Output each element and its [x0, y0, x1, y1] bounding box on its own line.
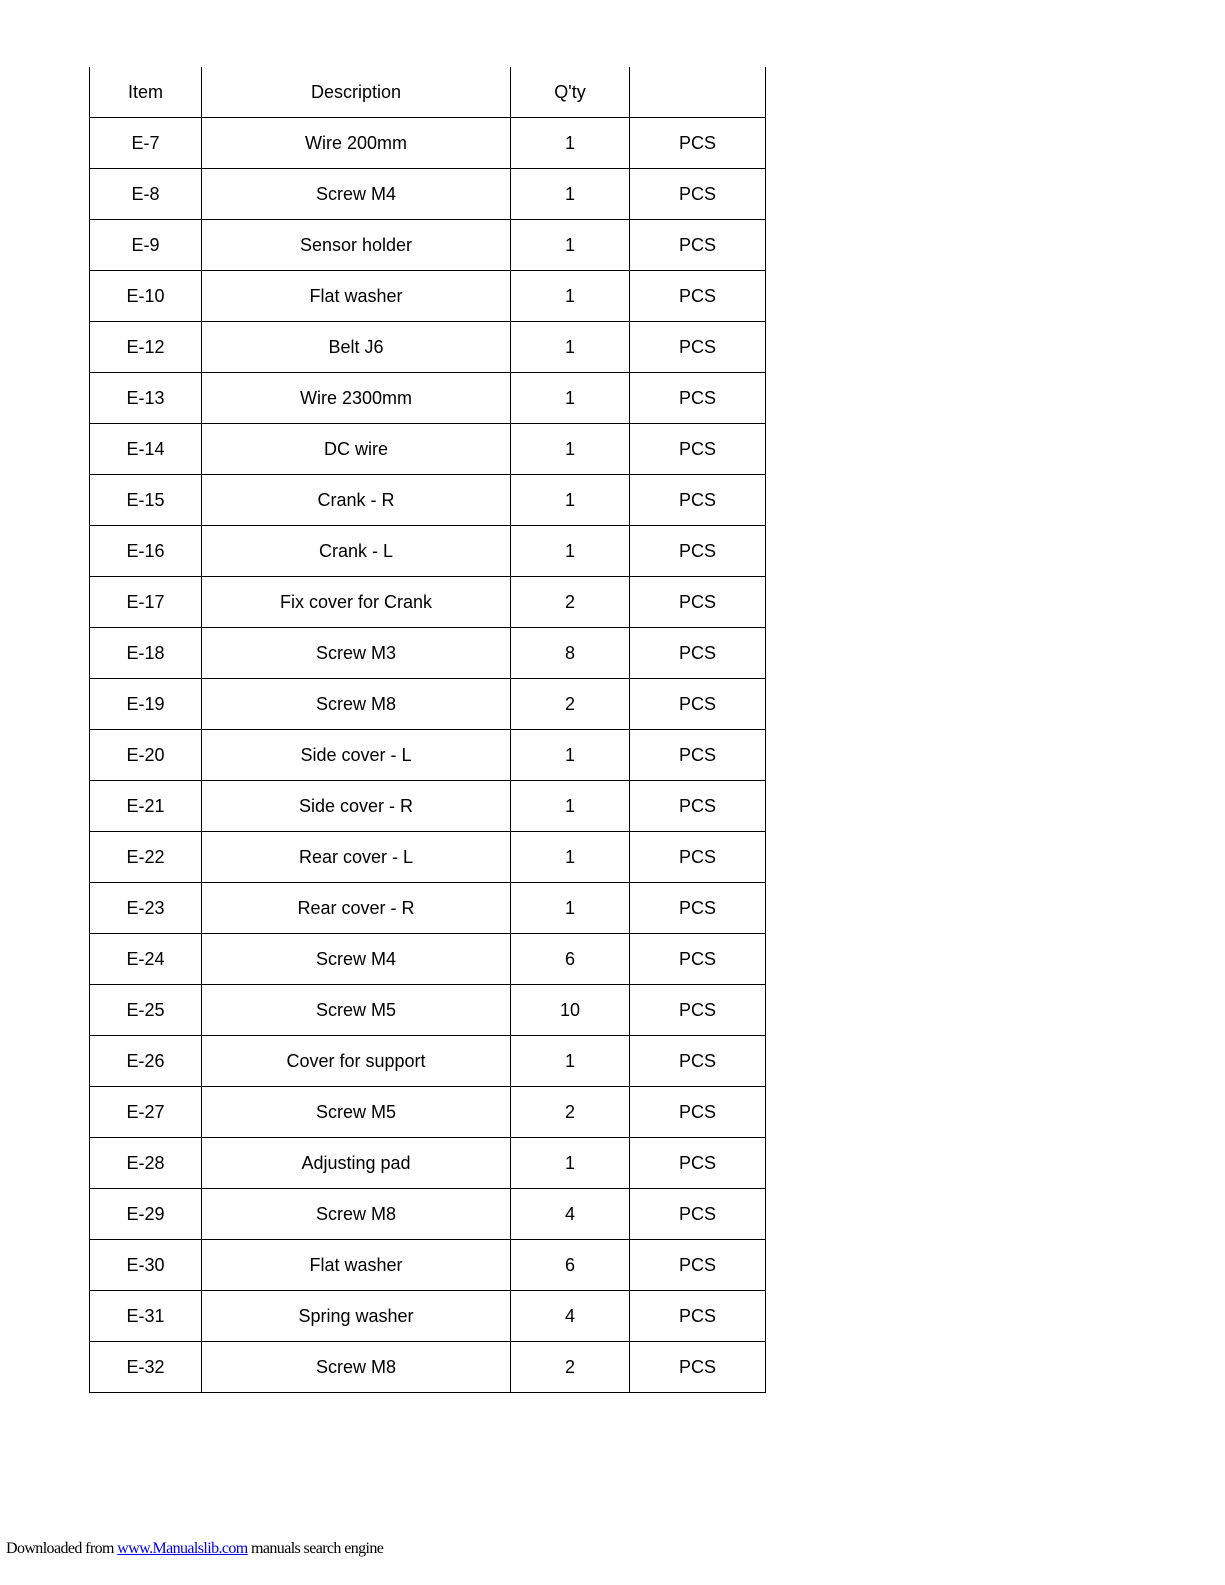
item-cell: E-17: [90, 577, 202, 628]
item-cell: E-31: [90, 1291, 202, 1342]
table-body: [90, 118, 766, 1393]
unit-cell: PCS: [630, 1087, 766, 1138]
table-row: [90, 934, 766, 985]
table-row: [90, 832, 766, 883]
unit-cell: PCS: [630, 475, 766, 526]
quantity-cell: 1: [511, 373, 630, 424]
header-quantity: Q'ty: [511, 67, 630, 118]
description-cell: Side cover - R: [202, 781, 511, 832]
item-cell: E-12: [90, 322, 202, 373]
table-row: [90, 475, 766, 526]
quantity-cell: 1: [511, 781, 630, 832]
quantity-cell: 1: [511, 730, 630, 781]
unit-cell: PCS: [630, 1189, 766, 1240]
table-row: [90, 271, 766, 322]
table-row: [90, 424, 766, 475]
table-row: [90, 730, 766, 781]
unit-cell: PCS: [630, 1342, 766, 1393]
item-cell: E-9: [90, 220, 202, 271]
quantity-cell: 4: [511, 1291, 630, 1342]
unit-cell: PCS: [630, 781, 766, 832]
table-row: [90, 1342, 766, 1393]
description-cell: Screw M8: [202, 1342, 511, 1393]
quantity-cell: 2: [511, 1087, 630, 1138]
description-cell: Screw M3: [202, 628, 511, 679]
quantity-cell: 1: [511, 424, 630, 475]
item-cell: E-13: [90, 373, 202, 424]
description-cell: Cover for support: [202, 1036, 511, 1087]
quantity-cell: 1: [511, 1036, 630, 1087]
item-cell: E-19: [90, 679, 202, 730]
quantity-cell: 2: [511, 1342, 630, 1393]
table-row: [90, 1240, 766, 1291]
table-row: [90, 118, 766, 169]
unit-cell: PCS: [630, 118, 766, 169]
unit-cell: PCS: [630, 1138, 766, 1189]
table-row: [90, 322, 766, 373]
item-cell: E-8: [90, 169, 202, 220]
footer-suffix: manuals search engine: [247, 1540, 384, 1557]
description-cell: Sensor holder: [202, 220, 511, 271]
table-row: [90, 628, 766, 679]
description-cell: Crank - R: [202, 475, 511, 526]
quantity-cell: 6: [511, 1240, 630, 1291]
quantity-cell: 2: [511, 577, 630, 628]
description-cell: Belt J6: [202, 322, 511, 373]
item-cell: E-21: [90, 781, 202, 832]
table-row: [90, 679, 766, 730]
description-cell: Screw M8: [202, 679, 511, 730]
item-cell: E-22: [90, 832, 202, 883]
table-header: [90, 67, 766, 118]
parts-list-table: [89, 67, 766, 1393]
unit-cell: PCS: [630, 220, 766, 271]
unit-cell: PCS: [630, 271, 766, 322]
item-cell: E-32: [90, 1342, 202, 1393]
item-cell: E-18: [90, 628, 202, 679]
quantity-cell: 1: [511, 1138, 630, 1189]
footer-prefix: Downloaded from: [6, 1540, 118, 1557]
quantity-cell: 4: [511, 1189, 630, 1240]
unit-cell: PCS: [630, 730, 766, 781]
unit-cell: PCS: [630, 424, 766, 475]
item-cell: E-10: [90, 271, 202, 322]
quantity-cell: 1: [511, 271, 630, 322]
item-cell: E-27: [90, 1087, 202, 1138]
item-cell: E-26: [90, 1036, 202, 1087]
unit-cell: PCS: [630, 526, 766, 577]
description-cell: Spring washer: [202, 1291, 511, 1342]
unit-cell: PCS: [630, 169, 766, 220]
item-cell: E-25: [90, 985, 202, 1036]
description-cell: Screw M4: [202, 934, 511, 985]
description-cell: Screw M4: [202, 169, 511, 220]
quantity-cell: 1: [511, 883, 630, 934]
unit-cell: PCS: [630, 1036, 766, 1087]
quantity-cell: 1: [511, 832, 630, 883]
table-row: [90, 781, 766, 832]
item-cell: E-23: [90, 883, 202, 934]
quantity-cell: 1: [511, 526, 630, 577]
description-cell: Wire 200mm: [202, 118, 511, 169]
description-cell: Rear cover - R: [202, 883, 511, 934]
table-row: [90, 985, 766, 1036]
unit-cell: PCS: [630, 985, 766, 1036]
item-cell: E-29: [90, 1189, 202, 1240]
unit-cell: PCS: [630, 373, 766, 424]
description-cell: Flat washer: [202, 1240, 511, 1291]
description-cell: Flat washer: [202, 271, 511, 322]
description-cell: Wire 2300mm: [202, 373, 511, 424]
table-row: [90, 373, 766, 424]
header-item: Item: [90, 67, 202, 118]
table-row: [90, 577, 766, 628]
table-row: [90, 1138, 766, 1189]
quantity-cell: 1: [511, 220, 630, 271]
item-cell: E-24: [90, 934, 202, 985]
unit-cell: PCS: [630, 934, 766, 985]
description-cell: Screw M5: [202, 1087, 511, 1138]
description-cell: Adjusting pad: [202, 1138, 511, 1189]
description-cell: Rear cover - L: [202, 832, 511, 883]
quantity-cell: 8: [511, 628, 630, 679]
item-cell: E-14: [90, 424, 202, 475]
item-cell: E-30: [90, 1240, 202, 1291]
unit-cell: PCS: [630, 322, 766, 373]
description-cell: Fix cover for Crank: [202, 577, 511, 628]
table-row: [90, 169, 766, 220]
item-cell: E-7: [90, 118, 202, 169]
unit-cell: PCS: [630, 679, 766, 730]
table-row: [90, 1087, 766, 1138]
quantity-cell: 1: [511, 118, 630, 169]
description-cell: Screw M8: [202, 1189, 511, 1240]
item-cell: E-20: [90, 730, 202, 781]
description-cell: Side cover - L: [202, 730, 511, 781]
quantity-cell: 10: [511, 985, 630, 1036]
table-row: [90, 526, 766, 577]
item-cell: E-16: [90, 526, 202, 577]
unit-cell: PCS: [630, 577, 766, 628]
unit-cell: PCS: [630, 832, 766, 883]
header-unit: [630, 67, 766, 118]
description-cell: Crank - L: [202, 526, 511, 577]
quantity-cell: 1: [511, 169, 630, 220]
table-row: [90, 1189, 766, 1240]
quantity-cell: 2: [511, 679, 630, 730]
download-footer: [6, 1540, 383, 1558]
quantity-cell: 1: [511, 475, 630, 526]
quantity-cell: 1: [511, 322, 630, 373]
description-cell: Screw M5: [202, 985, 511, 1036]
manualslib-link[interactable]: www.Manualslib.com: [117, 1540, 248, 1557]
table-row: [90, 883, 766, 934]
item-cell: E-15: [90, 475, 202, 526]
item-cell: E-28: [90, 1138, 202, 1189]
unit-cell: PCS: [630, 1240, 766, 1291]
quantity-cell: 6: [511, 934, 630, 985]
description-cell: DC wire: [202, 424, 511, 475]
unit-cell: PCS: [630, 1291, 766, 1342]
table-row: [90, 1036, 766, 1087]
unit-cell: PCS: [630, 628, 766, 679]
table-row: [90, 220, 766, 271]
unit-cell: PCS: [630, 883, 766, 934]
header-row: [90, 67, 766, 118]
table-row: [90, 1291, 766, 1342]
header-description: Description: [202, 67, 511, 118]
